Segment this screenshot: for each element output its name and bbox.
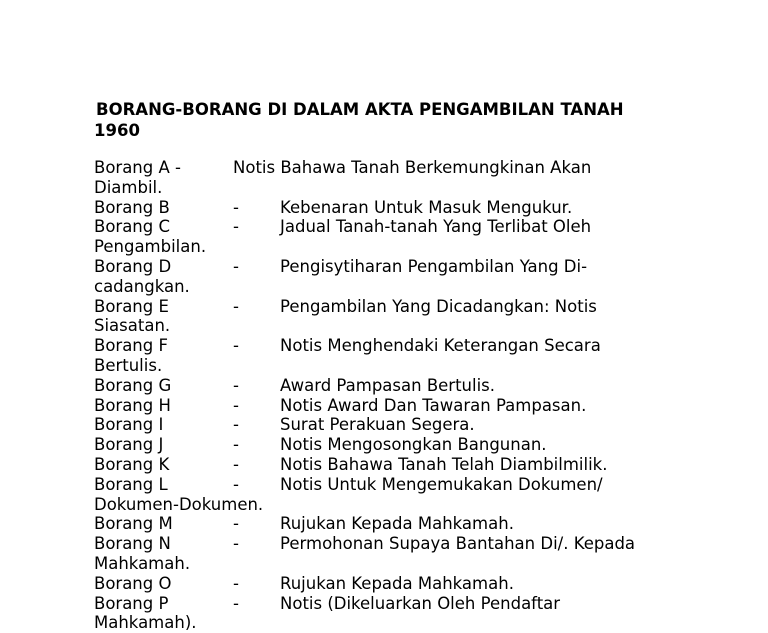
- form-entry: [94, 376, 694, 396]
- form-name: Borang L: [94, 474, 168, 494]
- form-entry: [94, 594, 694, 633]
- form-entry-line: [94, 257, 694, 277]
- form-separator: -: [233, 573, 239, 593]
- form-description-continued: Mahkamah).: [94, 613, 197, 633]
- form-description: Rujukan Kepada Mahkamah.: [280, 514, 514, 534]
- form-name: Borang H: [94, 395, 171, 415]
- form-entry: [94, 257, 694, 297]
- form-name: Borang K: [94, 454, 170, 474]
- form-description: Pengambilan Yang Dicadangkan: Notis: [280, 296, 597, 316]
- form-entry-line: [94, 435, 694, 455]
- form-entry: [94, 534, 694, 574]
- title-line-2: 1960: [94, 121, 140, 140]
- form-entry: [94, 475, 694, 515]
- form-entry-line: [94, 574, 694, 594]
- form-entry-line: [94, 455, 694, 475]
- form-entry-line: [94, 217, 694, 237]
- form-name: Borang A -: [94, 158, 181, 177]
- form-name: Borang N: [94, 534, 171, 554]
- form-entry-line: [94, 336, 694, 356]
- form-separator: -: [233, 375, 239, 395]
- form-entry: [94, 198, 694, 218]
- form-description-continued: Siasatan.: [94, 316, 171, 336]
- form-separator: -: [233, 256, 239, 276]
- form-name: Borang O: [94, 573, 172, 593]
- form-description: Notis (Dikeluarkan Oleh Pendaftar: [280, 593, 561, 613]
- form-entry: [94, 415, 694, 435]
- form-description: Notis Mengosongkan Bangunan.: [280, 435, 547, 455]
- form-entry: [94, 514, 694, 534]
- form-entry-line: [94, 376, 694, 396]
- form-entry-line: [94, 594, 694, 614]
- form-entry: [94, 455, 694, 475]
- form-description-continued: Pengambilan.: [94, 237, 207, 257]
- form-description: Notis Bahawa Tanah Telah Diambilmilik.: [280, 454, 608, 474]
- form-entry: [94, 217, 694, 257]
- title-line-1: BORANG-BORANG DI DALAM AKTA PENGAMBILAN TANAH: [96, 100, 624, 119]
- form-description-continued: Mahkamah.: [94, 553, 191, 573]
- form-description: Pengisytiharan Pengambilan Yang Di-: [280, 256, 588, 276]
- form-description: Notis Bahawa Tanah Berkemungkinan Akan: [233, 158, 592, 177]
- form-entry: [94, 336, 694, 376]
- form-entry-line: [94, 297, 694, 317]
- form-entry: [94, 158, 694, 198]
- form-description: Jadual Tanah-tanah Yang Terlibat Oleh: [280, 217, 592, 237]
- form-description-continued: Diambil.: [94, 177, 163, 197]
- form-name: Borang M: [94, 514, 173, 534]
- form-entry: [94, 574, 694, 594]
- form-entry-line: [94, 514, 694, 534]
- form-description: Surat Perakuan Segera.: [280, 415, 475, 435]
- form-separator: -: [233, 593, 239, 613]
- form-separator: -: [233, 454, 239, 474]
- form-name: Borang P: [94, 593, 169, 613]
- form-description-continued: cadangkan.: [94, 276, 190, 296]
- form-name: Borang I: [94, 415, 164, 435]
- form-description: Notis Menghendaki Keterangan Secara: [280, 336, 601, 356]
- form-entry-line: [94, 475, 694, 495]
- form-name: Borang G: [94, 375, 172, 395]
- form-description: Rujukan Kepada Mahkamah.: [280, 573, 514, 593]
- form-separator: -: [233, 217, 239, 237]
- form-entry-line: [94, 198, 694, 218]
- document-page: [94, 99, 694, 633]
- form-name: Borang F: [94, 336, 168, 356]
- form-entry: [94, 396, 694, 416]
- form-description: Award Pampasan Bertulis.: [280, 375, 496, 395]
- form-separator: -: [233, 395, 239, 415]
- form-name: Borang J: [94, 435, 164, 455]
- form-description: Kebenaran Untuk Masuk Mengukur.: [280, 197, 573, 217]
- form-entry: [94, 297, 694, 337]
- form-separator: -: [233, 197, 239, 217]
- form-separator: -: [233, 534, 239, 554]
- form-separator: -: [233, 296, 239, 316]
- form-description: Notis Award Dan Tawaran Pampasan.: [280, 395, 587, 415]
- form-entry-line: [94, 396, 694, 416]
- form-separator: -: [233, 514, 239, 534]
- form-description: Permohonan Supaya Bantahan Di/. Kepada: [280, 534, 636, 554]
- form-name: Borang C: [94, 217, 171, 237]
- form-entry-line: [94, 158, 694, 178]
- form-description-continued: Bertulis.: [94, 355, 163, 375]
- form-name: Borang B: [94, 197, 170, 217]
- form-entry-line: [94, 415, 694, 435]
- form-entry-line: [94, 534, 694, 554]
- form-description: Notis Untuk Mengemukakan Dokumen/: [280, 474, 603, 494]
- document-title: [94, 99, 694, 141]
- form-name: Borang E: [94, 296, 169, 316]
- form-separator: -: [233, 336, 239, 356]
- form-separator: -: [233, 415, 239, 435]
- form-separator: -: [233, 435, 239, 455]
- form-separator: -: [233, 474, 239, 494]
- form-name: Borang D: [94, 256, 172, 276]
- form-description-continued: Dokumen-Dokumen.: [94, 494, 264, 514]
- form-entry: [94, 435, 694, 455]
- form-list: [94, 158, 694, 633]
